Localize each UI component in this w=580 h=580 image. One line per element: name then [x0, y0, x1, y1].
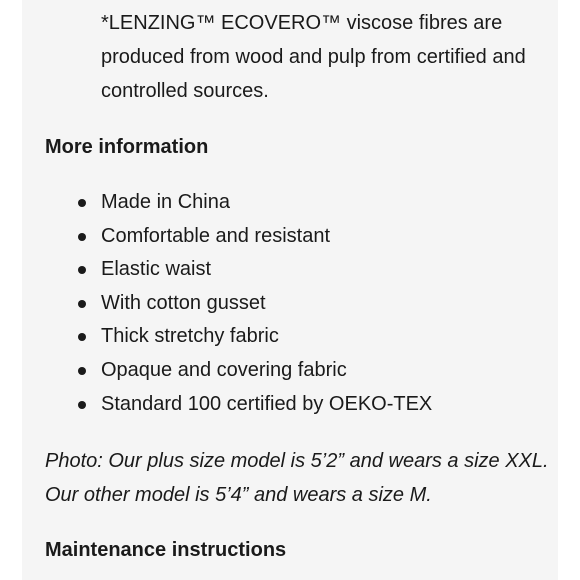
bullet-icon [78, 401, 86, 409]
bullet-icon [78, 233, 86, 241]
product-description-page: *LENZING™ ECOVERO™ viscose fibres are produced from wood and pulp from certified and controlled sources. More information Made in China Comfortable and resistant Elastic waist With cotton gusset Thick stretchy fabric Opaque and covering fabric Standard 100 certified by OEKO-TEX Photo: Our plus size model is 5’2” and wears a size XXL. Our other model is 5’4” and wears a size M. Maintenance instructions [0, 0, 580, 580]
bullet-icon [78, 300, 86, 308]
maintenance-instructions-heading: Maintenance instructions [45, 539, 287, 561]
bullet-icon [78, 367, 86, 375]
bullet-icon [78, 199, 86, 207]
fibre-info-text: *LENZING™ ECOVERO™ viscose fibres are produced from wood and pulp from certified and controlled sources. [101, 12, 526, 102]
more-information-heading: More information [45, 136, 209, 158]
model-size-note: Photo: Our plus size model is 5’2” and wears a size XXL. Our other model is 5’4” and wears a size M. [45, 450, 549, 506]
